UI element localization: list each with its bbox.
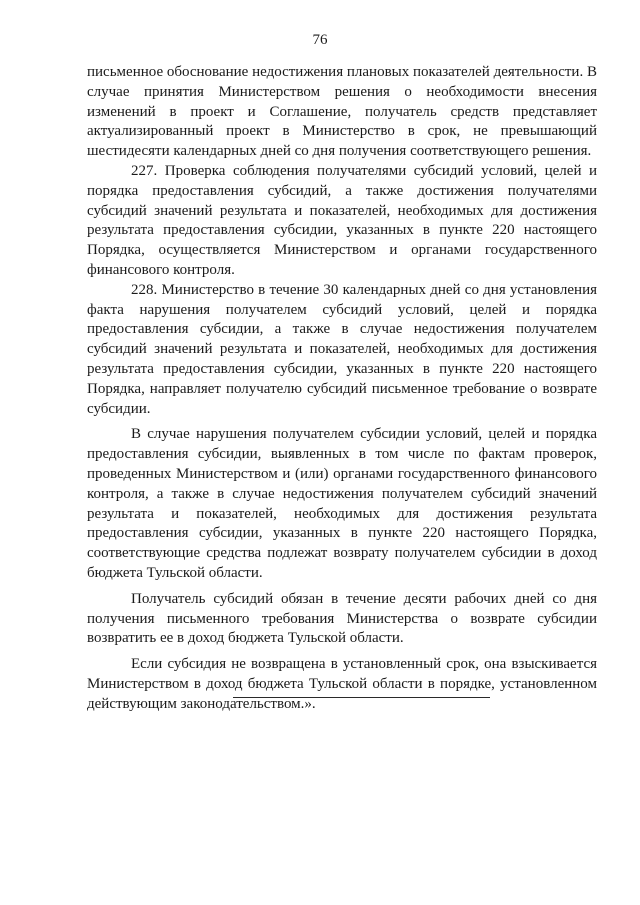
paragraph-violation-refund: В случае нарушения получателем субсидии условий, целей и порядка предоставления субсидии, выявленных в том числе по фактам проверок, проведенных Министерством и (или) органами государственного финансового контроля, а также в случае недостижения получателем субсидий значений результата и показателей, необходимых для достижения результата предоставления субсидии, указанных в пункте 220 настоящего Порядка, соответствующие средства подлежат возврату получателем субсидии в доход бюджета Тульской области. — [87, 426, 597, 581]
paragraph-228: 228. Министерство в течение 30 календарных дней со дня установления факта нарушения получателем субсидий условий, целей и порядка предоставления субсидии, а также в случае недостижения получателем субсидий значений результата и показателей, необходимых для достижения результата предоставления субсидии, указанных в пункте 220 настоящего Порядка, направляет получателю субсидий письменное требование о возврате субсидии. — [87, 281, 597, 417]
paragraph-recovery: Если субсидия не возвращена в установленный срок, она взыскивается Министерством в доход бюджета Тульской области в порядке, установленном действующим законодательством.». — [87, 656, 597, 712]
end-divider-line — [233, 697, 490, 698]
paragraph-refund-deadline: Получатель субсидий обязан в течение десяти рабочих дней со дня получения письменного требования Министерства о возврате субсидии возвратить ее в доход бюджета Тульской области. — [87, 590, 597, 647]
page-number: 76 — [312, 32, 328, 48]
paragraph-227: 227. Проверка соблюдения получателями субсидий условий, целей и порядка предоставления субсидий, а также достижения получателями субсидий значений результата и показателей, необходимых для достижения результата предоставления субсидии, указанных в пункте 220 настоящего Порядка, осуществляется Министерством и органами государственного финансового контроля. — [87, 162, 597, 278]
paragraph-continuation: письменное обоснование недостижения плановых показателей деятельности. В случае принятия Министерством решения о необходимости внесения изменений в проект и Соглашение, получатель средств представляет актуализированный проект в Министерство в срок, не превышающий шестидесяти календарных дней со дня получения соответствующего решения. — [87, 64, 597, 160]
document-body — [87, 63, 597, 715]
